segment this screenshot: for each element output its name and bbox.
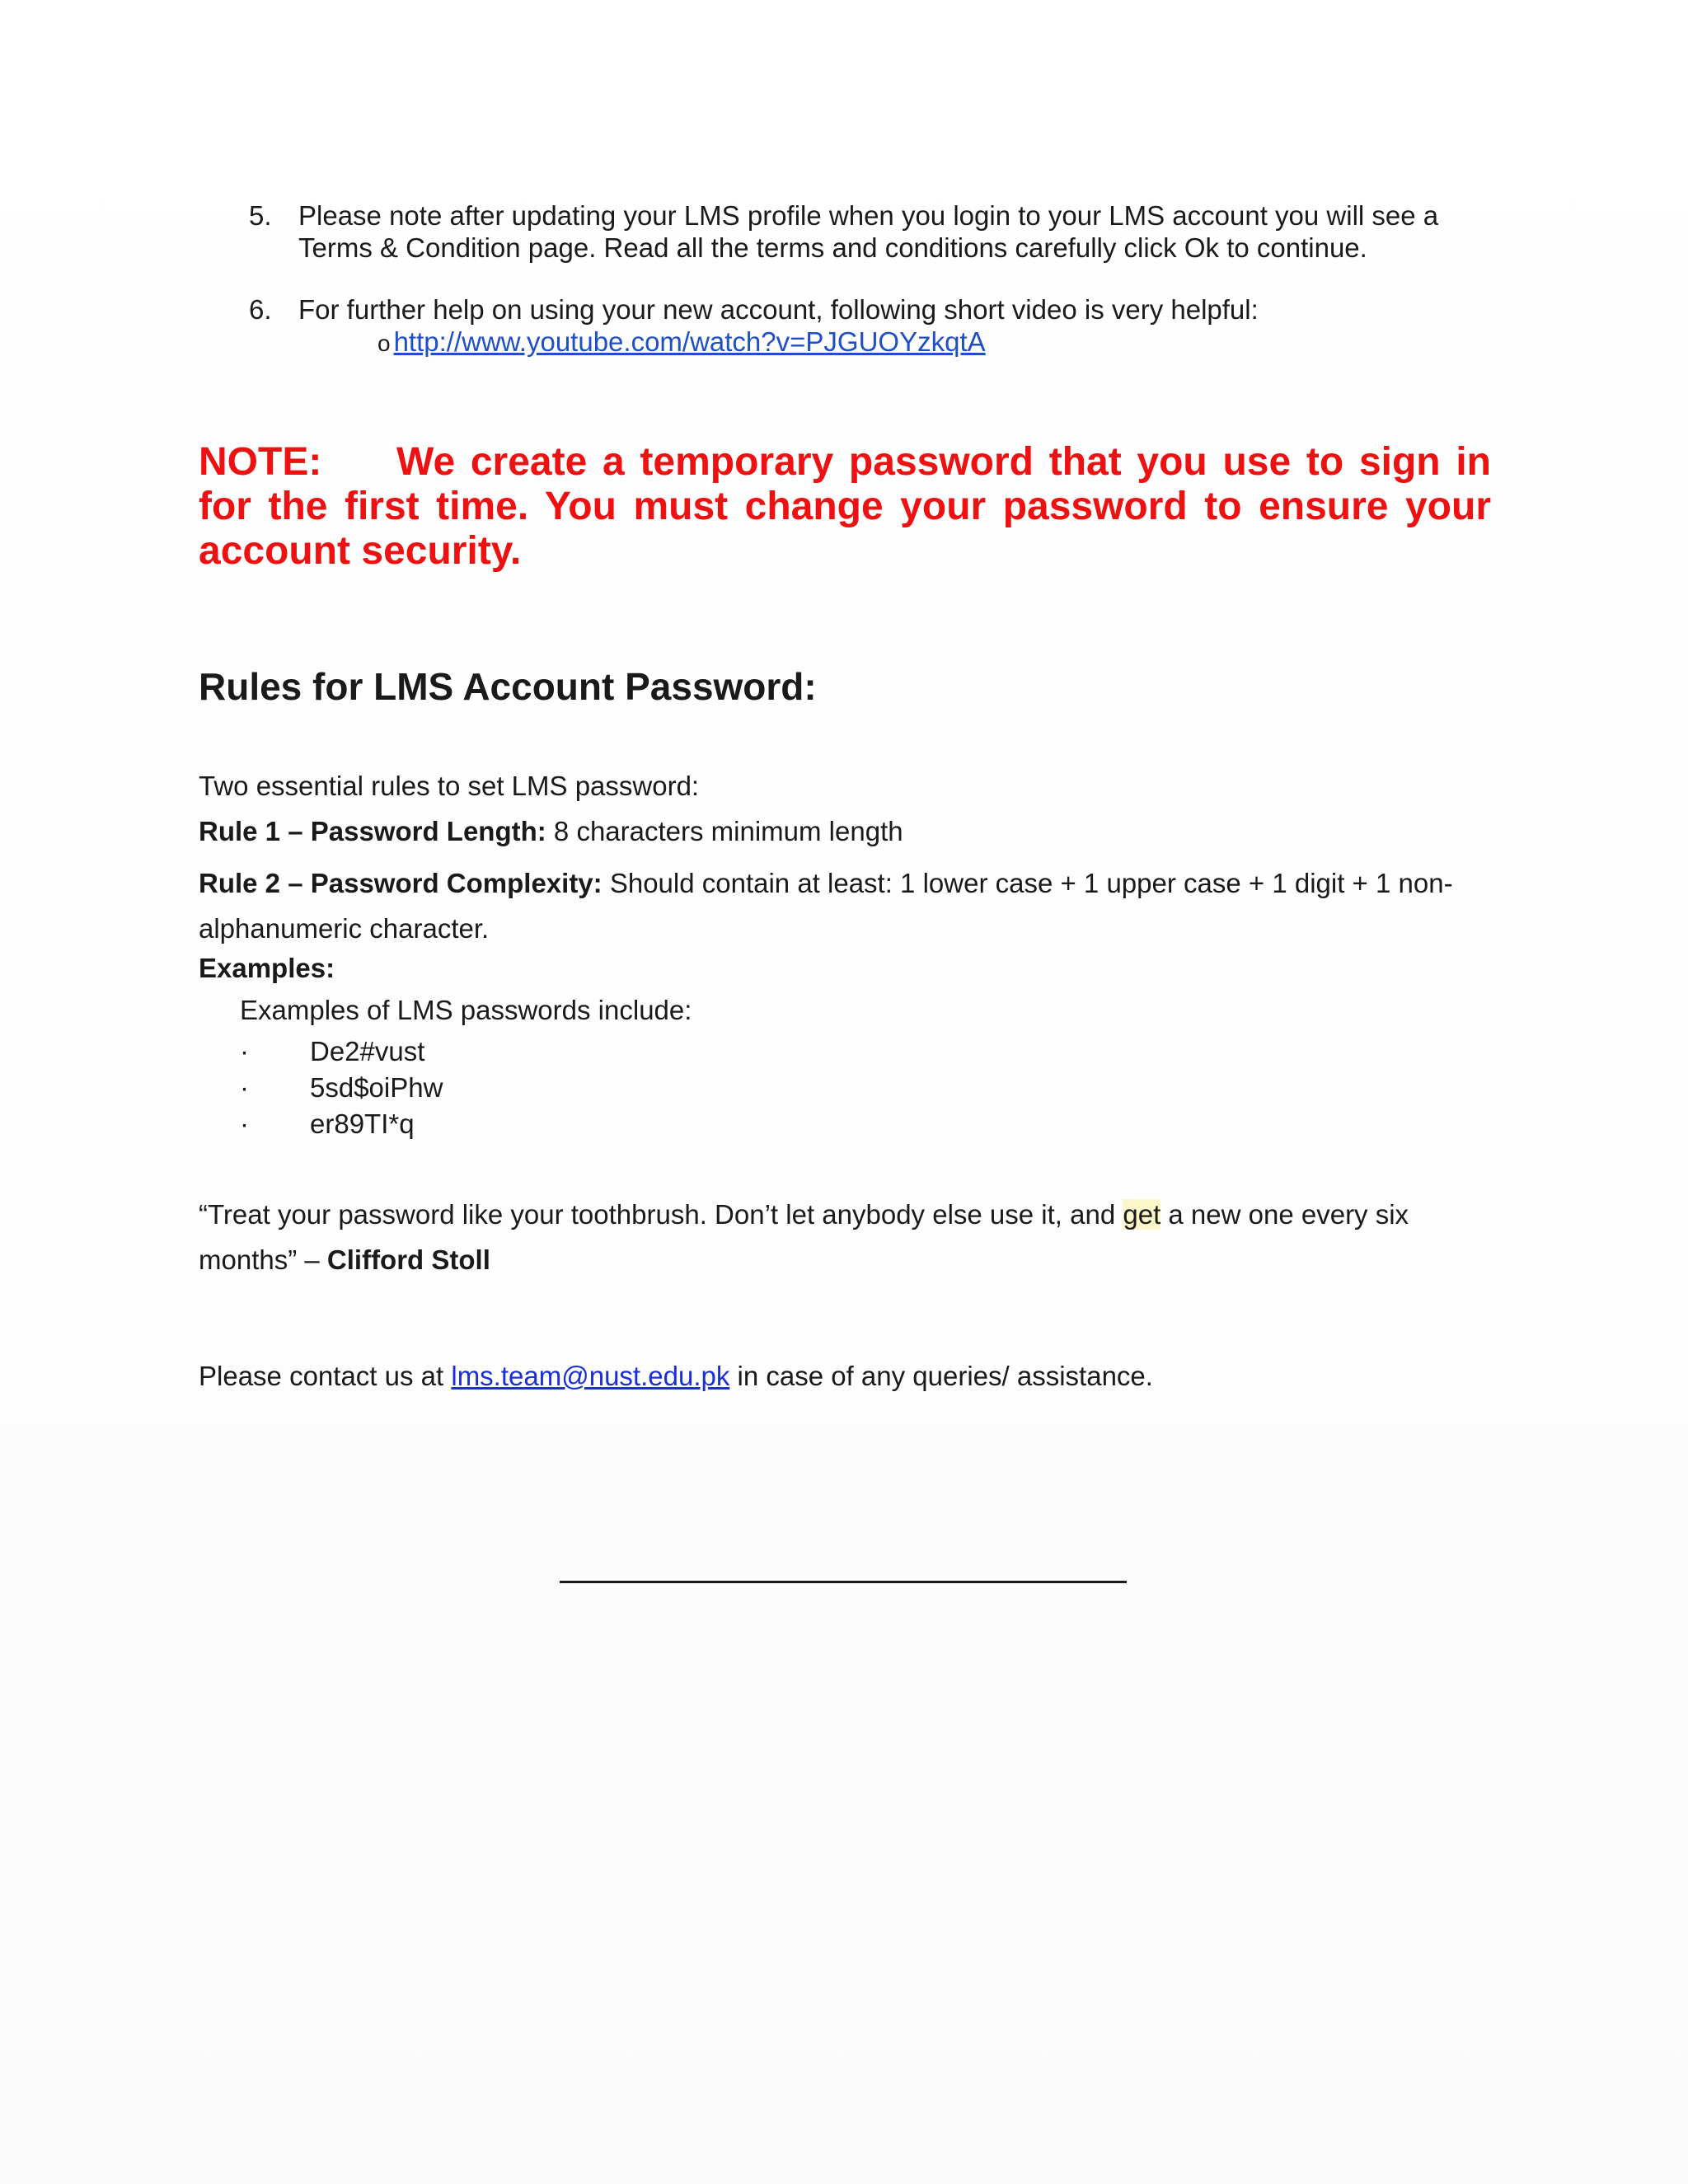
rule-1 — [199, 815, 903, 848]
contact-text-before: Please contact us at — [199, 1361, 452, 1391]
example-password: De2#vust — [310, 1036, 425, 1066]
quote-text-after: a new one every six months” – — [199, 1199, 1409, 1275]
examples-intro: Examples of LMS passwords include: — [240, 995, 692, 1025]
quote-text-before: “Treat your password like your toothbrush. Don’t let anybody else use it, and — [199, 1199, 1123, 1230]
contact-email-link[interactable]: lms.team@nust.edu.pk — [451, 1361, 730, 1391]
bullet: · — [240, 1036, 249, 1066]
contact-text-after: in case of any queries/ assistance. — [729, 1361, 1153, 1391]
rule-2 — [199, 860, 1501, 951]
note-block — [199, 440, 1491, 574]
quote-author: Clifford Stoll — [326, 1244, 490, 1275]
note-text: We create a temporary password that you use to sign in for the first time. You must change your password to ensure your account security. — [199, 440, 1491, 573]
rule-1-label: Rule 1 – Password Length: — [199, 816, 546, 846]
list-number: 5. — [249, 200, 272, 231]
list-item-5 — [249, 199, 1485, 265]
bullet: · — [240, 1108, 249, 1139]
list-item-text: Please note after updating your LMS profile when you login to your LMS account you will see a Terms & Condition page. Read all the terms and conditions carefully click Ok to continue. — [298, 200, 1439, 263]
rule-2-label: Rule 2 – Password Complexity: — [199, 868, 603, 898]
video-link-row — [377, 326, 986, 359]
examples-label: Examples: — [199, 953, 335, 983]
list-item-text: For further help on using your new account, following short video is very helpful: — [298, 294, 1259, 325]
list-number: 6. — [249, 294, 272, 325]
bullet: · — [240, 1072, 249, 1103]
youtube-video-link[interactable]: http://www.youtube.com/watch?v=PJGUOYzkqtA — [393, 326, 986, 357]
contact-line — [199, 1360, 1153, 1393]
sub-bullet: o — [377, 330, 391, 356]
quote-block — [199, 1192, 1484, 1282]
note-label: NOTE: — [199, 440, 322, 484]
quote-highlight: get — [1123, 1199, 1161, 1230]
rule-2-text: Should contain at least: 1 lower case + 1 upper case + 1 digit + 1 non-alphanumeric character. — [199, 868, 1453, 944]
example-password: 5sd$oiPhw — [310, 1072, 443, 1103]
horizontal-divider — [560, 1581, 1127, 1583]
rule-1-text: 8 characters minimum length — [546, 816, 903, 846]
list-item-6 — [249, 293, 1485, 326]
rules-intro: Two essential rules to set LMS password: — [199, 771, 700, 801]
rules-heading: Rules for LMS Account Password: — [199, 665, 817, 708]
example-password: er89TI*q — [310, 1108, 415, 1139]
